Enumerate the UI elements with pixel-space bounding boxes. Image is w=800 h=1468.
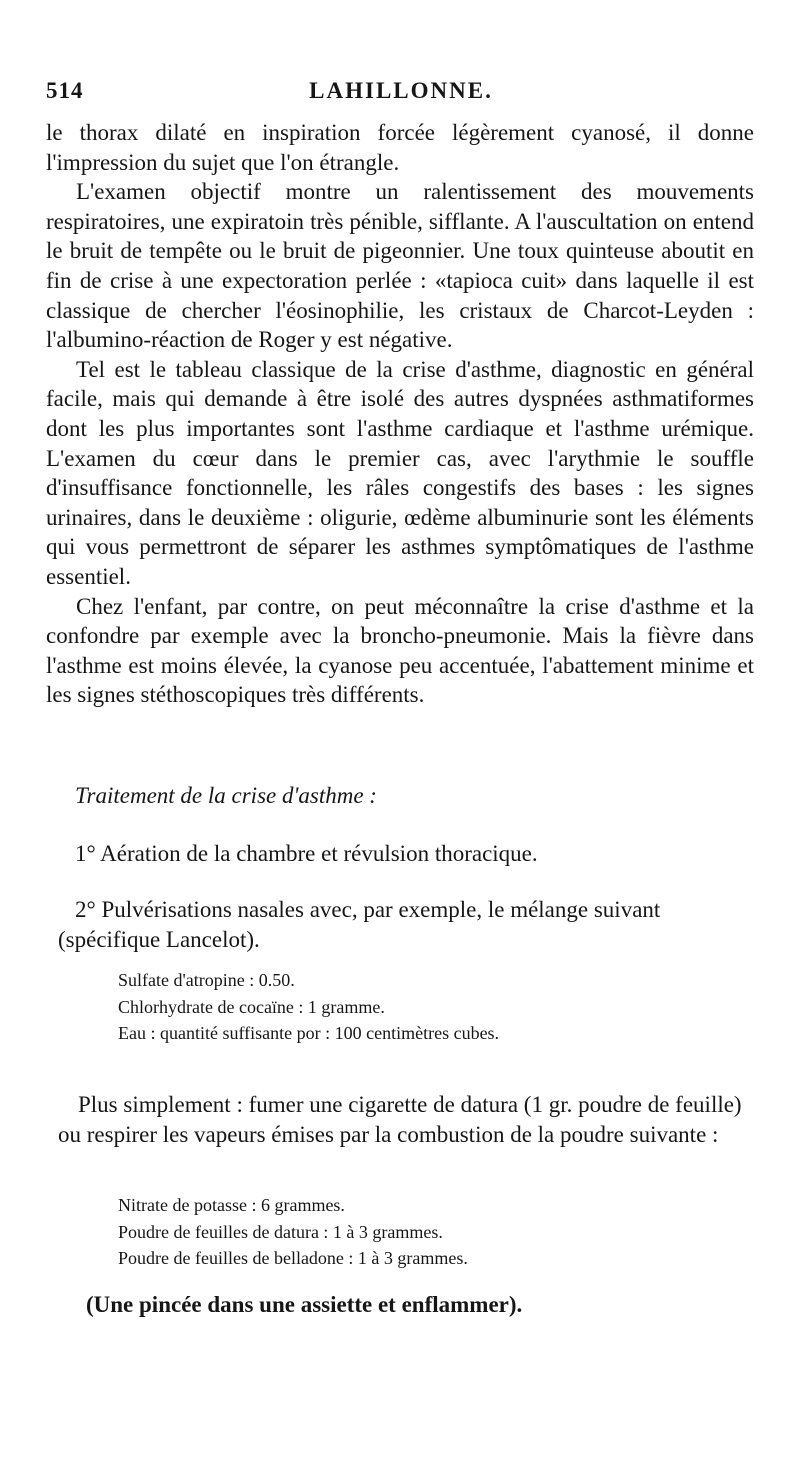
running-head: LAHILLONNE. <box>309 78 493 103</box>
section-title-treatment: Traitement de la crise d'asthme : <box>75 783 377 808</box>
paragraph-simply: Plus simplement : fumer une cigarette de datura (1 gr. poudre de feuille) ou respirer les vapeurs émises par la combustion de la poudre suivante : <box>58 1092 742 1147</box>
treatment-item-1: 1° Aération de la chambre et révulsion thoracique. <box>75 841 538 866</box>
prescription-line: Poudre de feuilles de belladone : 1 à 3 grammes. <box>118 1248 468 1268</box>
page-number: 514 <box>46 78 84 103</box>
closing-instruction: (Une pincée dans une assiette et enflammer). <box>86 1292 523 1317</box>
paragraph-child: Chez l'enfant, par contre, on peut méconnaître la crise d'asthme et la confondre par exemple avec la broncho-pneumonie. Mais la fièvre dans l'asthme est moins élevée, la cyanose peu accentuée, l'abattement minime et les signes stéthoscopiques très différents. <box>46 593 754 708</box>
prescription-list-1 <box>118 967 738 1047</box>
paragraph-continuation: le thorax dilaté en inspiration forcée légèrement cyanosé, il donne l'impression du sujet que l'on étrangle. <box>46 120 754 175</box>
paragraph-diagnosis: Tel est le tableau classique de la crise d'asthme, diagnostic en général facile, mais qui demande à être isolé des autres dyspnées asthmatiformes dont les plus importantes sont l'asthme cardiaque et l'asthme urémique. L'examen du cœur dans le premier cas, avec l'arythmie le souffle d'insuffisance fonctionnelle, les râles congestifs des bases : les signes urinaires, dans le deuxième : oligurie, œdème albuminurie sont les éléments qui vous permettront de séparer les asthmes symptômatiques de l'asthme essentiel. <box>46 356 754 589</box>
page-header <box>46 78 756 108</box>
body-text <box>46 118 754 710</box>
prescription-line: Poudre de feuilles de datura : 1 à 3 grammes. <box>118 1221 443 1242</box>
prescription-line: Nitrate de potasse : 6 grammes. <box>118 1195 345 1215</box>
prescription-line: Sulfate d'atropine : 0.50. <box>118 970 295 990</box>
paragraph-examination: L'examen objectif montre un ralentissement des mouvements respiratoires, une expiratoin très pénible, sifflante. A l'auscultation on entend le bruit de tempête ou le bruit de pigeonnier. Une toux quinteuse aboutit en fin de crise à une expectoration perlée : «tapioca cuit» dans laquelle il est classique de chercher l'éosinophilie, les cristaux de Charcot-Leyden : l'albumino-réaction de Roger y est négative. <box>46 179 754 353</box>
prescription-list-2 <box>118 1192 738 1272</box>
prescription-line: Eau : quantité suffisante por : 100 centimètres cubes. <box>118 1023 500 1043</box>
treatment-item-2: 2° Pulvérisations nasales avec, par exemple, le mélange suivant (spécifique Lancelot). <box>58 897 661 952</box>
prescription-line: Chlorhydrate de cocaïne : 1 gramme. <box>118 996 385 1017</box>
